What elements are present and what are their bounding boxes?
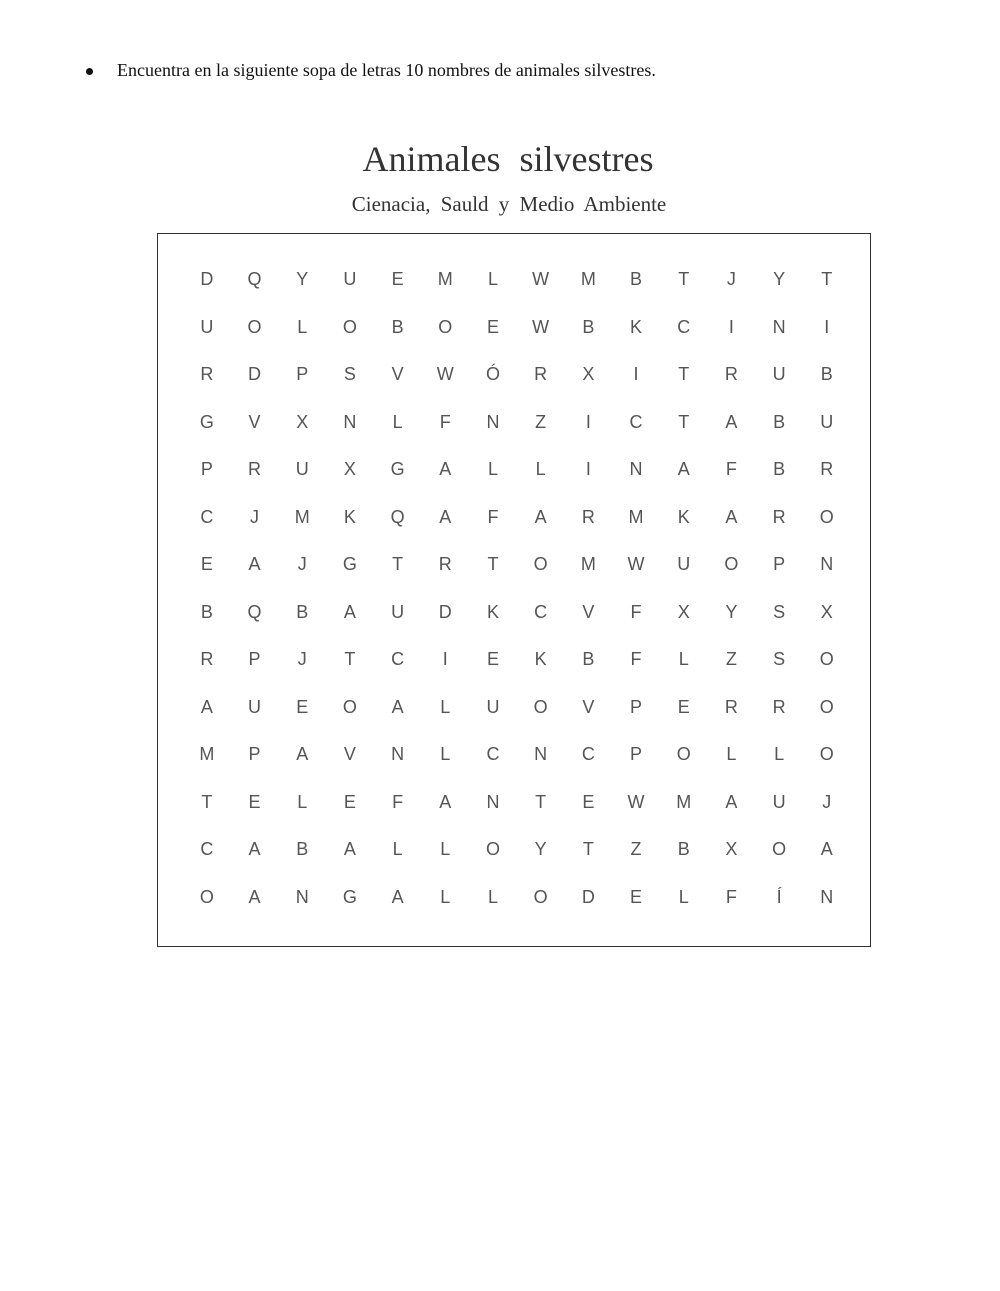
letter-cell[interactable]: O [342, 696, 357, 717]
letter-cell[interactable]: J [822, 791, 832, 812]
letter-cell[interactable]: T [678, 364, 690, 384]
letter-cell[interactable]: W [532, 269, 550, 289]
letter-cell[interactable]: X [582, 364, 595, 384]
letter-cell[interactable]: O [676, 744, 691, 764]
letter-cell[interactable]: R [248, 459, 262, 479]
letter-cell[interactable]: F [630, 649, 642, 669]
letter-cell[interactable]: J [297, 554, 307, 574]
letter-cell[interactable]: A [200, 696, 213, 717]
letter-cell[interactable]: L [297, 791, 308, 812]
letter-cell[interactable]: U [391, 601, 405, 622]
letter-cell[interactable]: M [199, 744, 215, 764]
letter-cell[interactable]: E [486, 649, 499, 669]
letter-cell[interactable]: V [343, 744, 356, 764]
letter-cell[interactable]: F [392, 791, 404, 812]
letter-cell[interactable]: A [296, 744, 309, 764]
letter-cell[interactable]: W [532, 316, 550, 337]
letter-cell[interactable]: E [677, 696, 690, 717]
letter-cell[interactable]: K [677, 506, 690, 527]
letter-cell[interactable]: L [726, 744, 737, 764]
letter-cell[interactable]: V [391, 364, 404, 384]
letter-cell[interactable]: R [724, 364, 738, 384]
letter-cell[interactable]: O [819, 696, 834, 717]
letter-cell[interactable]: F [439, 411, 451, 432]
letter-cell[interactable]: O [772, 839, 787, 859]
letter-cell[interactable]: J [297, 649, 307, 669]
letter-cell[interactable]: U [295, 459, 309, 479]
instruction-text: Encuentra en la siguiente sopa de letras 10 nombres de animales silvestres. [117, 60, 656, 80]
letter-cell[interactable]: L [678, 649, 689, 669]
letter-cell[interactable]: F [725, 459, 737, 479]
letter-cell[interactable]: U [772, 791, 786, 812]
letter-cell[interactable]: C [391, 649, 405, 669]
letter-cell[interactable]: O [533, 696, 548, 717]
letter-cell[interactable]: B [391, 316, 404, 337]
letter-cell[interactable]: A [248, 839, 261, 859]
letter-cell[interactable]: L [440, 886, 451, 907]
letter-cell[interactable]: A [248, 554, 261, 574]
letter-cell[interactable]: C [486, 744, 500, 764]
letter-cell[interactable]: A [439, 506, 452, 527]
letter-cell[interactable]: B [773, 411, 786, 432]
letter-cell[interactable]: X [296, 411, 309, 432]
letter-cell[interactable]: L [678, 886, 689, 907]
letter-cell[interactable]: N [534, 744, 548, 764]
letter-cell[interactable]: L [487, 459, 498, 479]
letter-cell[interactable]: P [630, 696, 643, 717]
letter-cell[interactable]: O [199, 886, 214, 907]
letter-cell[interactable]: B [200, 601, 213, 622]
letter-cell[interactable]: U [248, 696, 262, 717]
letter-cell[interactable]: S [773, 649, 786, 669]
letter-cell[interactable]: M [580, 554, 596, 574]
letter-cell[interactable]: M [437, 269, 453, 289]
letter-cell[interactable]: N [820, 886, 834, 907]
letter-cell[interactable]: N [629, 459, 643, 479]
letter-cell[interactable]: P [296, 364, 309, 384]
word-search-grid [183, 256, 851, 921]
letter-cell[interactable]: Z [535, 411, 547, 432]
letter-cell[interactable]: P [248, 744, 261, 764]
letter-cell[interactable]: I [824, 316, 830, 337]
letter-cell[interactable]: W [436, 364, 454, 384]
letter-cell[interactable]: G [342, 886, 357, 907]
letter-cell[interactable]: Q [247, 269, 262, 289]
letter-cell[interactable]: Q [390, 506, 405, 527]
letter-cell[interactable]: E [630, 886, 643, 907]
letter-cell[interactable]: K [486, 601, 499, 622]
letter-cell[interactable]: Í [776, 886, 782, 907]
instruction-line [86, 60, 656, 81]
puzzle-title: Animales silvestres [362, 139, 654, 179]
letter-cell[interactable]: A [820, 839, 833, 859]
letter-cell[interactable]: E [296, 696, 309, 717]
letter-cell[interactable]: A [439, 791, 452, 812]
letter-cell[interactable]: L [297, 316, 308, 337]
letter-cell[interactable]: O [533, 886, 548, 907]
letter-cell[interactable]: C [629, 411, 643, 432]
letter-cell[interactable]: N [391, 744, 405, 764]
letter-cell[interactable]: X [343, 459, 356, 479]
letter-cell[interactable]: F [725, 886, 737, 907]
letter-cell[interactable]: I [585, 459, 591, 479]
letter-cell[interactable]: A [391, 696, 404, 717]
letter-cell[interactable]: I [585, 411, 591, 432]
letter-cell[interactable]: V [582, 696, 595, 717]
letter-cell[interactable]: X [820, 601, 833, 622]
letter-cell[interactable]: S [343, 364, 356, 384]
letter-cell[interactable]: U [820, 411, 834, 432]
letter-cell[interactable]: M [294, 506, 310, 527]
letter-cell[interactable]: T [392, 554, 404, 574]
letter-cell[interactable]: A [343, 839, 356, 859]
letter-cell[interactable]: F [487, 506, 499, 527]
letter-cell[interactable]: O [533, 554, 548, 574]
letter-cell[interactable]: I [728, 316, 734, 337]
letter-cell[interactable]: R [534, 364, 548, 384]
letter-cell[interactable]: A [725, 411, 738, 432]
letter-cell[interactable]: C [200, 506, 214, 527]
letter-cell[interactable]: U [677, 554, 691, 574]
letter-cell[interactable]: T [344, 649, 356, 669]
letter-cell[interactable]: N [772, 316, 786, 337]
letter-cell[interactable]: Z [630, 839, 642, 859]
letter-cell[interactable]: K [534, 649, 547, 669]
letter-cell[interactable]: R [772, 506, 786, 527]
letter-cell[interactable]: Y [534, 839, 547, 859]
letter-cell[interactable]: T [678, 411, 690, 432]
letter-cell[interactable]: N [486, 411, 500, 432]
letter-cell[interactable]: A [343, 601, 356, 622]
letter-cell[interactable]: L [774, 744, 785, 764]
letter-cell[interactable]: N [820, 554, 834, 574]
letter-cell[interactable]: C [677, 316, 691, 337]
letter-cell[interactable]: B [677, 839, 690, 859]
letter-cell[interactable]: Y [773, 269, 786, 289]
letter-cell[interactable]: U [486, 696, 500, 717]
letter-cell[interactable]: M [580, 269, 596, 289]
letter-cell[interactable]: W [627, 554, 645, 574]
letter-cell[interactable]: L [535, 459, 546, 479]
letter-cell[interactable]: O [819, 506, 834, 527]
letter-cell[interactable]: L [392, 411, 403, 432]
letter-cell[interactable]: W [627, 791, 645, 812]
letter-cell[interactable]: E [391, 269, 404, 289]
letter-cell[interactable]: B [296, 601, 309, 622]
letter-cell[interactable]: U [343, 269, 357, 289]
letter-cell[interactable]: R [820, 459, 834, 479]
letter-cell[interactable]: B [630, 269, 643, 289]
letter-cell[interactable]: T [582, 839, 594, 859]
letter-cell[interactable]: C [534, 601, 548, 622]
letter-cell[interactable]: N [343, 411, 357, 432]
letter-cell[interactable]: M [676, 791, 692, 812]
letter-cell[interactable]: Ó [485, 364, 500, 384]
letter-cell[interactable]: R [200, 364, 214, 384]
letter-cell[interactable]: A [391, 886, 404, 907]
letter-cell[interactable]: R [772, 696, 786, 717]
letter-cell[interactable]: Z [725, 649, 737, 669]
letter-cell[interactable]: M [628, 506, 644, 527]
letter-cell[interactable]: N [486, 791, 500, 812]
puzzle-subtitle: Cienacia, Sauld y Medio Ambiente [351, 192, 667, 216]
letter-cell[interactable]: R [581, 506, 595, 527]
letter-cell[interactable]: L [487, 886, 498, 907]
letter-cell[interactable]: C [200, 839, 214, 859]
letter-cell[interactable]: B [773, 459, 786, 479]
letter-cell[interactable]: V [582, 601, 595, 622]
letter-cell[interactable]: L [487, 269, 498, 289]
letter-cell[interactable]: P [773, 554, 786, 574]
letter-cell[interactable]: L [440, 839, 451, 859]
letter-cell[interactable]: K [630, 316, 643, 337]
letter-cell[interactable]: I [633, 364, 639, 384]
letter-cell[interactable]: A [725, 791, 738, 812]
bullet-icon [86, 68, 93, 75]
letter-cell[interactable]: J [726, 269, 736, 289]
letter-cell[interactable]: G [199, 411, 214, 432]
letter-cell[interactable]: D [248, 364, 262, 384]
letter-cell[interactable]: Y [725, 601, 738, 622]
letter-cell[interactable]: O [247, 316, 262, 337]
letter-cell[interactable]: T [821, 269, 833, 289]
letter-cell[interactable]: R [724, 696, 738, 717]
letter-cell[interactable]: O [342, 316, 357, 337]
letter-cell[interactable]: G [342, 554, 357, 574]
letter-cell[interactable]: J [250, 506, 260, 527]
letter-cell[interactable]: P [248, 649, 261, 669]
letter-cell[interactable]: T [678, 269, 690, 289]
letter-cell[interactable]: A [725, 506, 738, 527]
letter-cell[interactable]: C [581, 744, 595, 764]
letter-cell[interactable]: Q [247, 601, 262, 622]
letter-cell[interactable]: F [630, 601, 642, 622]
letter-cell[interactable]: K [343, 506, 356, 527]
letter-cell[interactable]: L [392, 839, 403, 859]
letter-cell[interactable]: T [201, 791, 213, 812]
letter-cell[interactable]: B [582, 649, 595, 669]
letter-cell[interactable]: L [440, 696, 451, 717]
letter-cell[interactable]: S [773, 601, 786, 622]
letter-cell[interactable]: L [440, 744, 451, 764]
letter-cell[interactable]: P [630, 744, 643, 764]
letter-cell[interactable]: A [248, 886, 261, 907]
letter-cell[interactable]: E [200, 554, 213, 574]
letter-cell[interactable]: X [725, 839, 738, 859]
letter-cell[interactable]: D [581, 886, 595, 907]
letter-cell[interactable]: O [485, 839, 500, 859]
letter-cell[interactable]: B [296, 839, 309, 859]
letter-cell[interactable]: E [582, 791, 595, 812]
letter-cell[interactable]: X [677, 601, 690, 622]
letter-cell[interactable]: P [200, 459, 213, 479]
letter-cell[interactable]: A [677, 459, 690, 479]
letter-cell[interactable]: E [486, 316, 499, 337]
letter-cell[interactable]: T [535, 791, 547, 812]
letter-cell[interactable]: R [438, 554, 452, 574]
letter-cell[interactable]: G [390, 459, 405, 479]
letter-cell[interactable]: V [248, 411, 261, 432]
letter-cell[interactable]: U [772, 364, 786, 384]
letter-cell[interactable]: T [487, 554, 499, 574]
letter-cell[interactable]: Y [296, 269, 309, 289]
letter-cell[interactable]: A [534, 506, 547, 527]
letter-cell[interactable]: B [582, 316, 595, 337]
letter-cell[interactable]: E [343, 791, 356, 812]
letter-cell[interactable]: I [442, 649, 448, 669]
letter-cell[interactable]: O [819, 649, 834, 669]
letter-cell[interactable]: O [438, 316, 453, 337]
letter-cell[interactable]: N [295, 886, 309, 907]
letter-cell[interactable]: D [438, 601, 452, 622]
letter-cell[interactable]: R [200, 649, 214, 669]
letter-cell[interactable]: U [200, 316, 214, 337]
letter-cell[interactable]: B [820, 364, 833, 384]
letter-cell[interactable]: E [248, 791, 261, 812]
letter-cell[interactable]: A [439, 459, 452, 479]
letter-cell[interactable]: O [724, 554, 739, 574]
letter-cell[interactable]: D [200, 269, 214, 289]
letter-cell[interactable]: O [819, 744, 834, 764]
